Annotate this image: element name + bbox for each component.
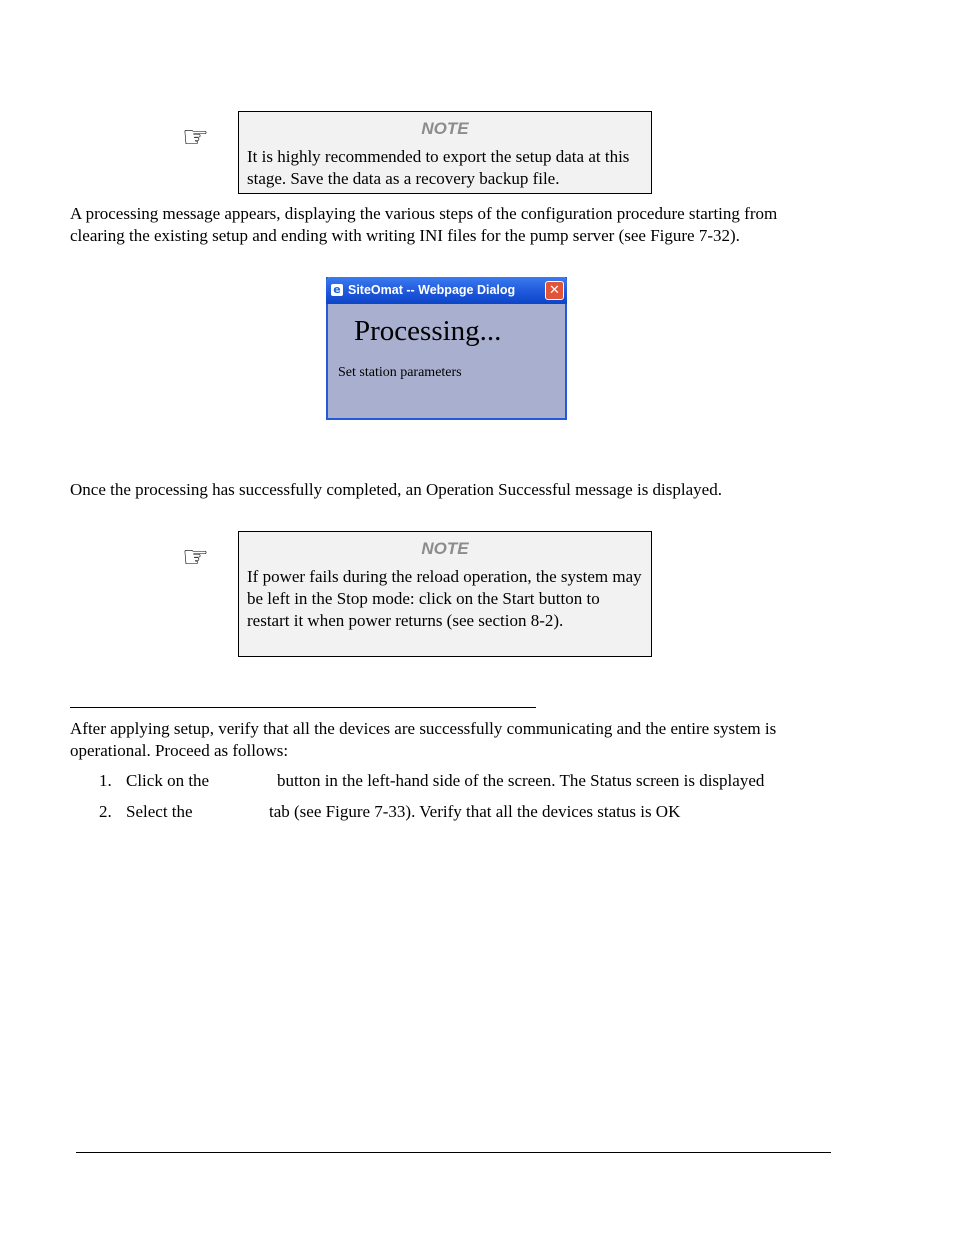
- note-text: It is highly recommended to export the setup data at this stage. Save the data as a recovery backup file.: [247, 147, 630, 188]
- list-text-continued: button in the left-hand side of the screen. The Status screen is displayed: [277, 771, 765, 790]
- section-divider: [70, 707, 536, 708]
- processing-dialog: [326, 277, 567, 420]
- list-number: 2.: [99, 802, 112, 821]
- pointing-hand-icon: ☞: [182, 540, 209, 575]
- paragraph-verify: After applying setup, verify that all the devices are successfully communicating and the entire system is operational. Proceed as follows:: [70, 719, 777, 760]
- note-box: [238, 531, 652, 657]
- list-text: Click on the: [126, 771, 210, 790]
- note-text: If power fails during the reload operation, the system may be left in the Stop mode: click on the Start button to restart it when power returns (see section 8-2).: [247, 567, 642, 630]
- dialog-title-bar: [326, 277, 567, 304]
- close-icon[interactable]: ✕: [545, 281, 564, 300]
- ie-icon: e: [331, 284, 343, 296]
- pointing-hand-icon: ☞: [182, 120, 209, 155]
- note-title: NOTE: [421, 119, 469, 138]
- footer-divider: [76, 1152, 831, 1153]
- dialog-title: SiteOmat -- Webpage Dialog: [348, 283, 516, 297]
- paragraph-success: Once the processing has successfully completed, an Operation Successful message is displayed.: [70, 480, 722, 499]
- paragraph-processing: A processing message appears, displaying the various steps of the configuration procedure starting from clearing the existing setup and ending with writing INI files for the pump server (see Figure 7-32).: [70, 204, 778, 245]
- dialog-step-text: Set station parameters: [338, 365, 462, 380]
- list-text: Select the: [126, 802, 193, 821]
- note-box: [238, 111, 652, 194]
- note-title: NOTE: [421, 539, 469, 558]
- list-text-continued: tab (see Figure 7-33). Verify that all the devices status is OK: [269, 802, 681, 821]
- list-number: 1.: [99, 771, 112, 790]
- dialog-heading: Processing...: [354, 315, 502, 347]
